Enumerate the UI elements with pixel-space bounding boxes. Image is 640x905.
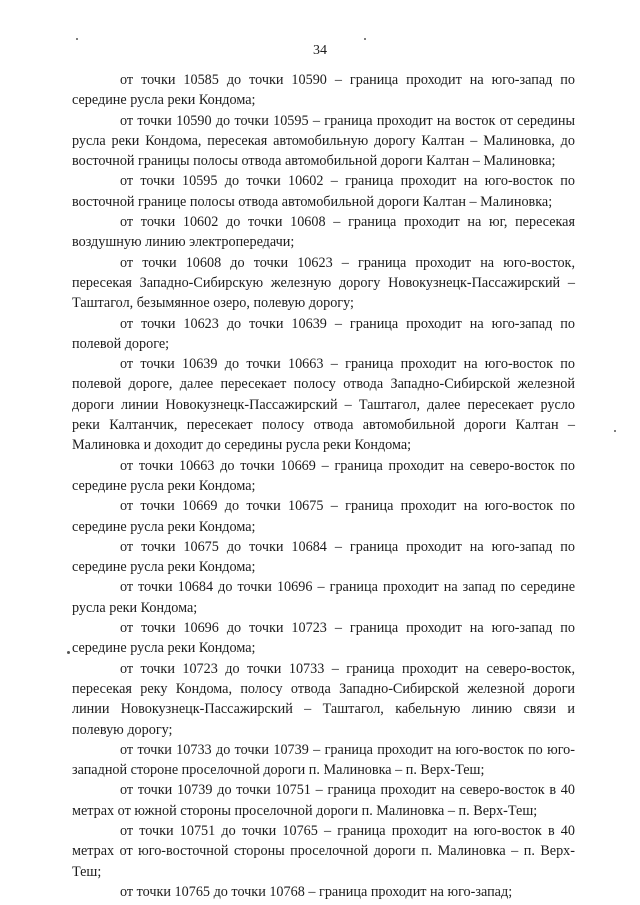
- paragraph: от точки 10684 до точки 10696 – граница проходит на запад по середине русла реки Кондома;: [72, 579, 575, 616]
- paragraph: от точки 10675 до точки 10684 – граница проходит на юго-запад по середине русла реки Кондома;: [72, 538, 575, 576]
- paragraph: от точки 10602 до точки 10608 – граница проходит на юг, пересекая воздушную линию электропередачи;: [72, 214, 575, 251]
- scan-speck: [364, 38, 366, 40]
- paragraph: от точки 10723 до точки 10733 – граница проходит на северо-восток, пересекая реку Кондома, полосу отвода Западно-Сибирской железной дороги линии Новокузнецк-Пассажирский – Таштагол, кабельную линию связи и полевую дорогу;: [72, 660, 575, 738]
- paragraph: от точки 10765 до точки 10768 – граница проходит на юго-запад;: [120, 883, 513, 900]
- paragraph: от точки 10639 до точки 10663 – граница проходит на юго-восток по полевой дороге, далее пересекает полосу отвода Западно-Сибирской железной дороги линии Новокузнецк-Пассажирский – Таштагол, далее пересекает русло реки Калтанчик, пересекает полосу отвода автомобильной дороги Калтан – Малиновка и доходит до середины русла реки Кондома;: [72, 356, 575, 454]
- paragraph: от точки 10608 до точки 10623 – граница проходит на юго-восток, пересекая Западно-Сибирскую железную дорогу Новокузнецк-Пассажирский – Таштагол, безымянное озеро, полевую дорогу;: [72, 254, 575, 312]
- paragraph: от точки 10590 до точки 10595 – граница проходит на восток от середины русла реки Кондома, пересекая автомобильную дорогу Калтан – Малиновка, до восточной границы полосы отвода автомобильной дороги Калтан – Малиновка;: [72, 112, 575, 170]
- scan-speck: [67, 651, 70, 654]
- paragraph: от точки 10663 до точки 10669 – граница проходит на северо-восток по середине русла реки Кондома;: [72, 457, 575, 494]
- paragraph: от точки 10623 до точки 10639 – граница проходит на юго-запад по полевой дороге;: [72, 315, 575, 352]
- paragraph: от точки 10585 до точки 10590 – граница проходит на юго-запад по середине русла реки Кондома;: [72, 72, 575, 109]
- scan-speck: [76, 38, 78, 40]
- page-number: 34: [313, 43, 327, 58]
- scan-speck: [614, 430, 616, 432]
- paragraph: от точки 10739 до точки 10751 – граница проходит на северо-восток в 40 метрах от южной стороны проселочной дороги п. Малиновка – п. Верх-Теш;: [72, 782, 575, 819]
- paragraph: от точки 10733 до точки 10739 – граница проходит на юго-восток по юго-западной стороне проселочной дороги п. Малиновка – п. Верх-Теш;: [72, 741, 575, 779]
- document-body: [72, 70, 575, 902]
- paragraph: от точки 10751 до точки 10765 – граница проходит на юго-восток в 40 метрах от юго-восточной стороны проселочной дороги п. Малиновка – п. Верх-Теш;: [72, 822, 575, 880]
- paragraph: от точки 10696 до точки 10723 – граница проходит на юго-запад по середине русла реки Кондома;: [72, 620, 575, 657]
- paragraph: от точки 10669 до точки 10675 – граница проходит на юго-восток по середине русла реки Кондома;: [72, 498, 575, 535]
- paragraph: от точки 10595 до точки 10602 – граница проходит на юго-восток по восточной границе полосы отвода автомобильной дороги Калтан – Малиновка;: [72, 173, 575, 210]
